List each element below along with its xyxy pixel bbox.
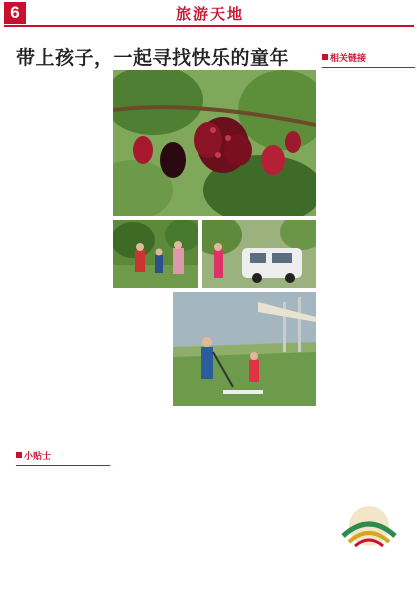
related-divider (322, 67, 415, 68)
kids-picking-photo (113, 220, 198, 288)
main-headline: 带上孩子，一起寻找快乐的童年 (16, 47, 290, 69)
golf-photo (173, 292, 316, 406)
tips-marker (16, 452, 22, 458)
tips-heading: 小贴士 (24, 452, 52, 462)
mulberry-photo (113, 70, 316, 216)
page-header (0, 0, 417, 26)
header-rule (4, 25, 414, 27)
section-title: 旅游天地 (176, 5, 245, 23)
tips-box (16, 444, 110, 468)
main-column-1 (16, 112, 110, 115)
tips-divider (16, 465, 110, 466)
pastoral-logo (323, 502, 415, 562)
related-marker (322, 54, 328, 60)
family-van-photo (202, 220, 316, 288)
page-number: 6 (4, 2, 26, 24)
related-heading: 相关链接 (330, 54, 367, 64)
main-column-4 (217, 410, 316, 413)
related-links-header (322, 46, 415, 65)
